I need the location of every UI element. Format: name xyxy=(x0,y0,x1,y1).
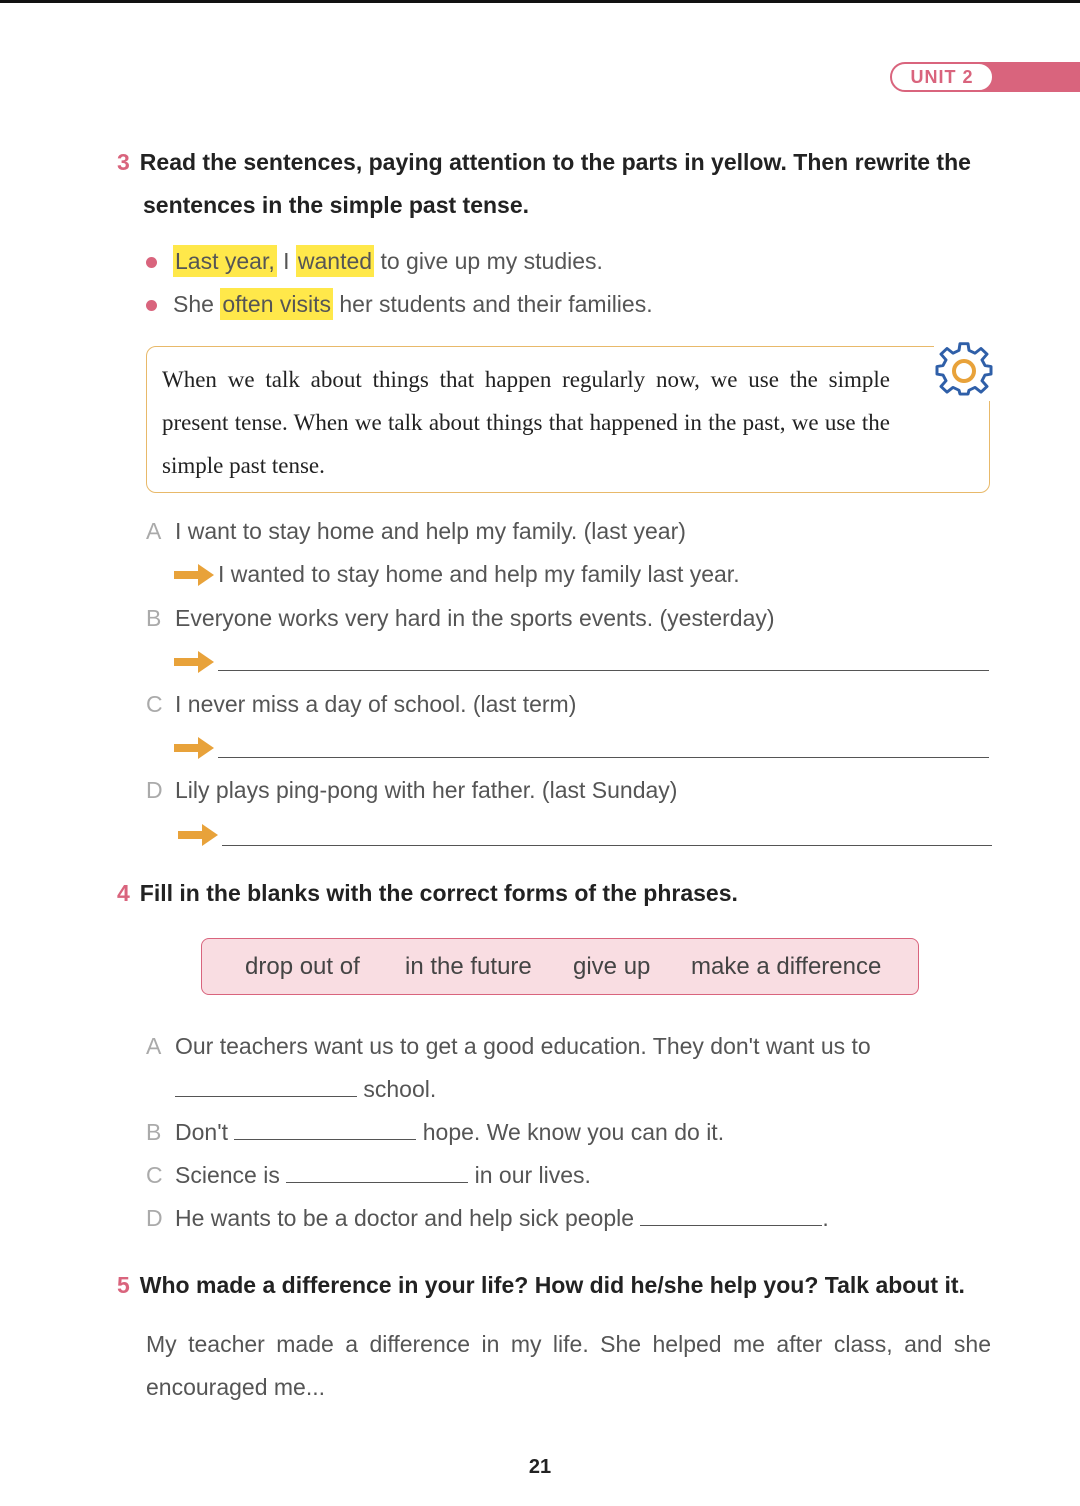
item-text: I never miss a day of school. (last term) xyxy=(175,691,577,717)
q4-item-a xyxy=(146,1033,871,1060)
blank-field[interactable] xyxy=(175,1078,357,1097)
instruction-line-2: sentences in the simple past tense. xyxy=(143,192,530,218)
arrow-right-icon xyxy=(174,564,214,586)
answer-line-d[interactable] xyxy=(222,845,992,846)
unit-badge: UNIT 2 xyxy=(890,62,994,92)
q3-item-d xyxy=(146,777,677,804)
item-text: Our teachers want us to get a good education. They don't want us to xyxy=(175,1033,871,1059)
highlight: Last year, xyxy=(173,245,277,277)
q4-item-c xyxy=(146,1162,591,1189)
q3-example-answer: I wanted to stay home and help my family last year. xyxy=(218,561,740,587)
instruction: Who made a difference in your life? How did he/she help you? Talk about it. xyxy=(139,1272,965,1298)
q3-item-a xyxy=(146,518,686,545)
example-sentence-2 xyxy=(146,291,653,318)
question-number: 3 xyxy=(117,149,130,175)
text: She xyxy=(173,291,221,317)
question-5-instruction xyxy=(117,1264,997,1307)
item-letter: D xyxy=(146,1205,163,1231)
grammar-tip-text: When we talk about things that happen regularly now, we use the simple present tense. When we talk about things that happened in the past, we use the simple past tense. xyxy=(162,367,890,478)
blank-field[interactable] xyxy=(640,1207,822,1226)
phrase-drop-out-of: drop out of xyxy=(245,953,360,980)
answer-line-b[interactable] xyxy=(218,670,989,671)
text: I xyxy=(276,248,296,274)
q3-item-b xyxy=(146,605,775,632)
question-3-instruction xyxy=(117,141,997,227)
item-text: Science is xyxy=(175,1162,280,1188)
phrase-give-up: give up xyxy=(573,953,651,980)
phrase-in-the-future: in the future xyxy=(405,953,532,980)
question-number: 5 xyxy=(117,1272,130,1298)
answer-line-c[interactable] xyxy=(218,757,989,758)
bullet-dot xyxy=(146,257,157,268)
sample-answer: My teacher made a difference in my life. She helped me after class, and she encouraged me... xyxy=(146,1331,991,1400)
q4-item-b xyxy=(146,1119,724,1146)
page-number: 21 xyxy=(528,1456,552,1478)
item-text: I want to stay home and help my family. (last year) xyxy=(175,518,686,544)
highlight: often visits xyxy=(220,288,333,320)
item-letter: C xyxy=(146,691,163,717)
q4-item-a-line2 xyxy=(175,1076,436,1103)
phrase-bank xyxy=(201,938,919,995)
item-letter: B xyxy=(146,605,162,631)
item-text: Don't xyxy=(175,1119,228,1145)
top-border xyxy=(0,0,1080,3)
item-text: school. xyxy=(363,1076,437,1102)
q4-item-d xyxy=(146,1205,829,1232)
item-text: . xyxy=(822,1205,829,1231)
item-text: He wants to be a doctor and help sick people xyxy=(175,1205,635,1231)
blank-field[interactable] xyxy=(286,1164,468,1183)
arrow-right-icon xyxy=(174,651,214,673)
blank-field[interactable] xyxy=(234,1121,416,1140)
example-sentence-1 xyxy=(146,248,603,275)
arrow-right-icon xyxy=(178,824,218,846)
question-4-instruction xyxy=(117,872,997,915)
q3-item-c xyxy=(146,691,576,718)
item-text: Everyone works very hard in the sports events. (yesterday) xyxy=(175,605,775,631)
instruction: Fill in the blanks with the correct forms of the phrases. xyxy=(139,880,738,906)
item-letter: B xyxy=(146,1119,162,1145)
item-text: Lily plays ping-pong with her father. (last Sunday) xyxy=(175,777,678,803)
text: to give up my studies. xyxy=(374,248,603,274)
item-text: in our lives. xyxy=(474,1162,591,1188)
item-letter: A xyxy=(146,1033,162,1059)
item-letter: A xyxy=(146,518,162,544)
item-text: hope. We know you can do it. xyxy=(422,1119,725,1145)
item-letter: D xyxy=(146,777,163,803)
item-letter: C xyxy=(146,1162,163,1188)
instruction-line-1: Read the sentences, paying attention to the parts in yellow. Then rewrite the xyxy=(139,149,971,175)
phrase-make-a-difference: make a difference xyxy=(691,953,882,980)
question-number: 4 xyxy=(117,880,130,906)
gear-icon xyxy=(934,341,994,401)
arrow-right-icon xyxy=(174,737,214,759)
highlight: wanted xyxy=(296,245,374,277)
bullet-dot xyxy=(146,300,157,311)
text: her students and their families. xyxy=(332,291,653,317)
